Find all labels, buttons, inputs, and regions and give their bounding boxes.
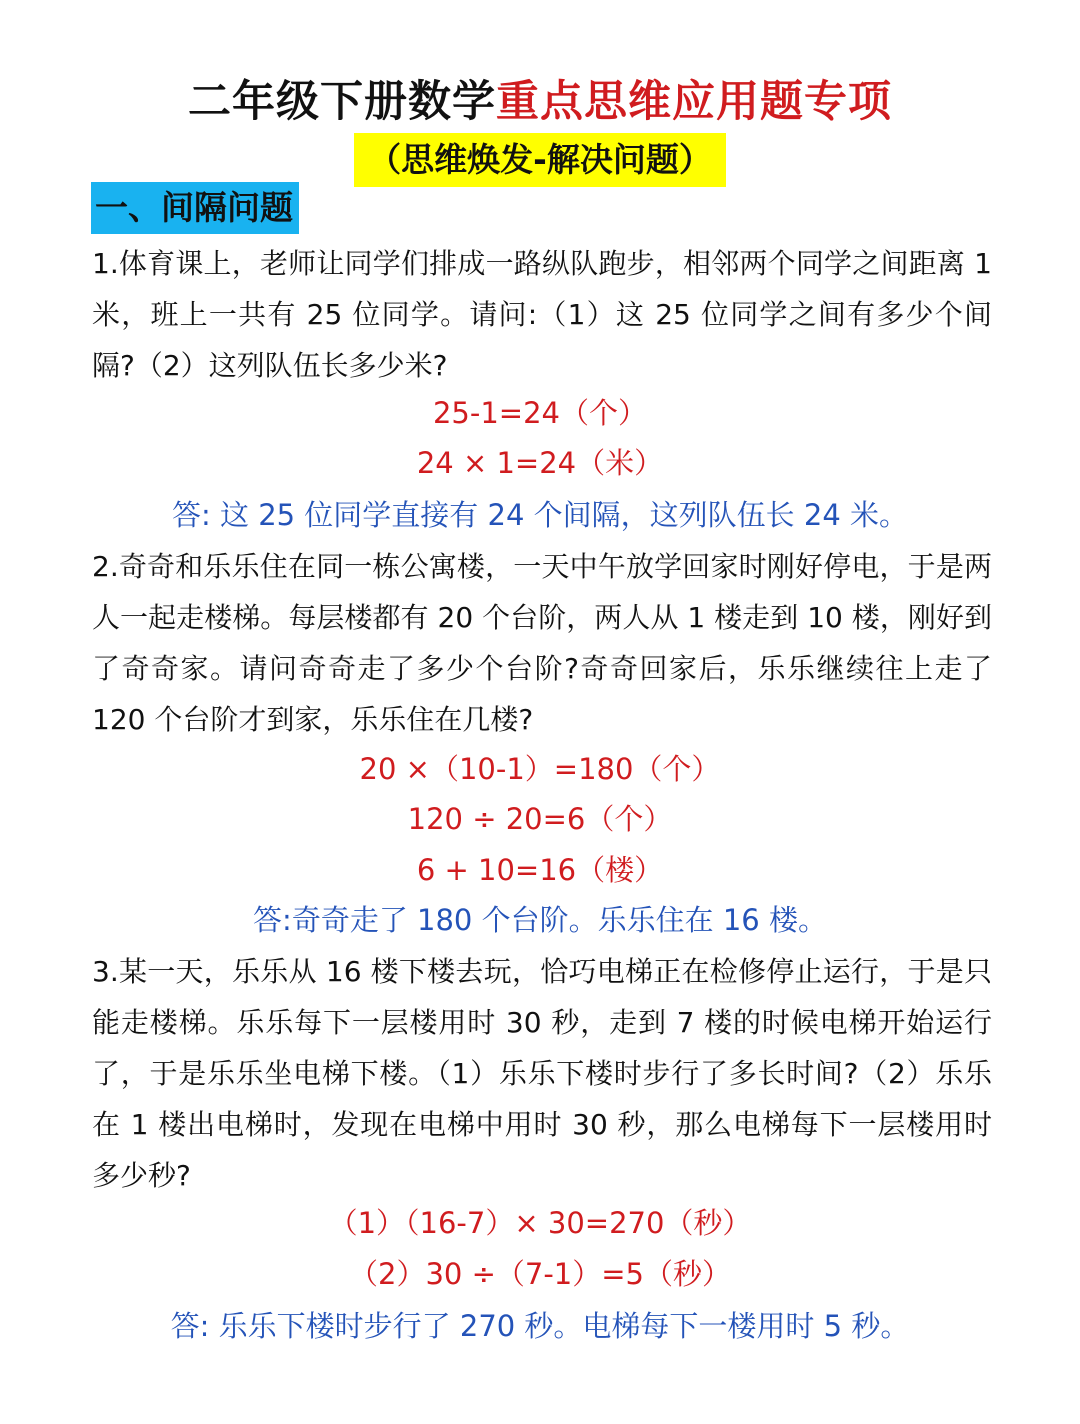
problem-2-text: 2.奇奇和乐乐住在同一栋公寓楼，一天中午放学回家时刚好停电，于是两人一起走楼梯。每层楼都有 20 个台阶，两人从 1 楼走到 10 楼，刚好到了奇奇家。请问奇奇走了多少个台阶?奇奇回家后，乐乐继续往上走了 120 个台阶才到家，乐乐住在几楼? bbox=[92, 550, 992, 736]
problem-2-answer: 答:奇奇走了 180 个台阶。乐乐住在 16 楼。 bbox=[253, 903, 827, 937]
subtitle-wrap bbox=[0, 133, 1080, 187]
problem-2-calc-3: 6 + 10=16（楼） bbox=[416, 853, 664, 887]
problem-3-text: 3.某一天，乐乐从 16 楼下楼去玩，恰巧电梯正在检修停止运行，于是只能走楼梯。乐乐每下一层楼用时 30 秒，走到 7 楼的时候电梯开始运行了，于是乐乐坐电梯下楼。（1）乐乐下楼时步行了多长时间?（2）乐乐在 1 楼出电梯时，发现在电梯中用时 30 秒，那么电梯每下一层楼用时多少秒? bbox=[92, 955, 992, 1192]
page-title bbox=[0, 74, 1080, 130]
problem-2-calc-1: 20 ×（10-1）=180（个） bbox=[359, 752, 721, 786]
problem-1-calc-2: 24 × 1=24（米） bbox=[416, 446, 664, 480]
problem-3-calc-1: （1）（16-7）× 30=270（秒） bbox=[328, 1206, 752, 1240]
problem-1-text: 1.体育课上，老师让同学们排成一路纵队跑步，相邻两个同学之间距离 1 米，班上一共有 25 位同学。请问:（1）这 25 位同学之间有多少个间隔?（2）这列队伍长多少米? bbox=[92, 247, 992, 382]
problem-1-answer: 答: 这 25 位同学直接有 24 个间隔，这列队伍长 24 米。 bbox=[171, 498, 908, 532]
section-heading: 一、间隔问题 bbox=[91, 182, 299, 234]
page-title-black: 二年级下册数学 bbox=[188, 77, 496, 127]
subtitle: （思维焕发-解决问题） bbox=[354, 133, 726, 187]
problem-1-calc-1: 25-1=24（个） bbox=[432, 396, 648, 430]
problem-3-calc-2: （2）30 ÷（7-1）=5（秒） bbox=[349, 1257, 731, 1291]
problem-3-answer: 答: 乐乐下楼时步行了 270 秒。电梯每下一楼用时 5 秒。 bbox=[170, 1309, 910, 1343]
page-title-red: 重点思维应用题专项 bbox=[496, 77, 892, 127]
problem-2-calc-2: 120 ÷ 20=6（个） bbox=[407, 802, 673, 836]
